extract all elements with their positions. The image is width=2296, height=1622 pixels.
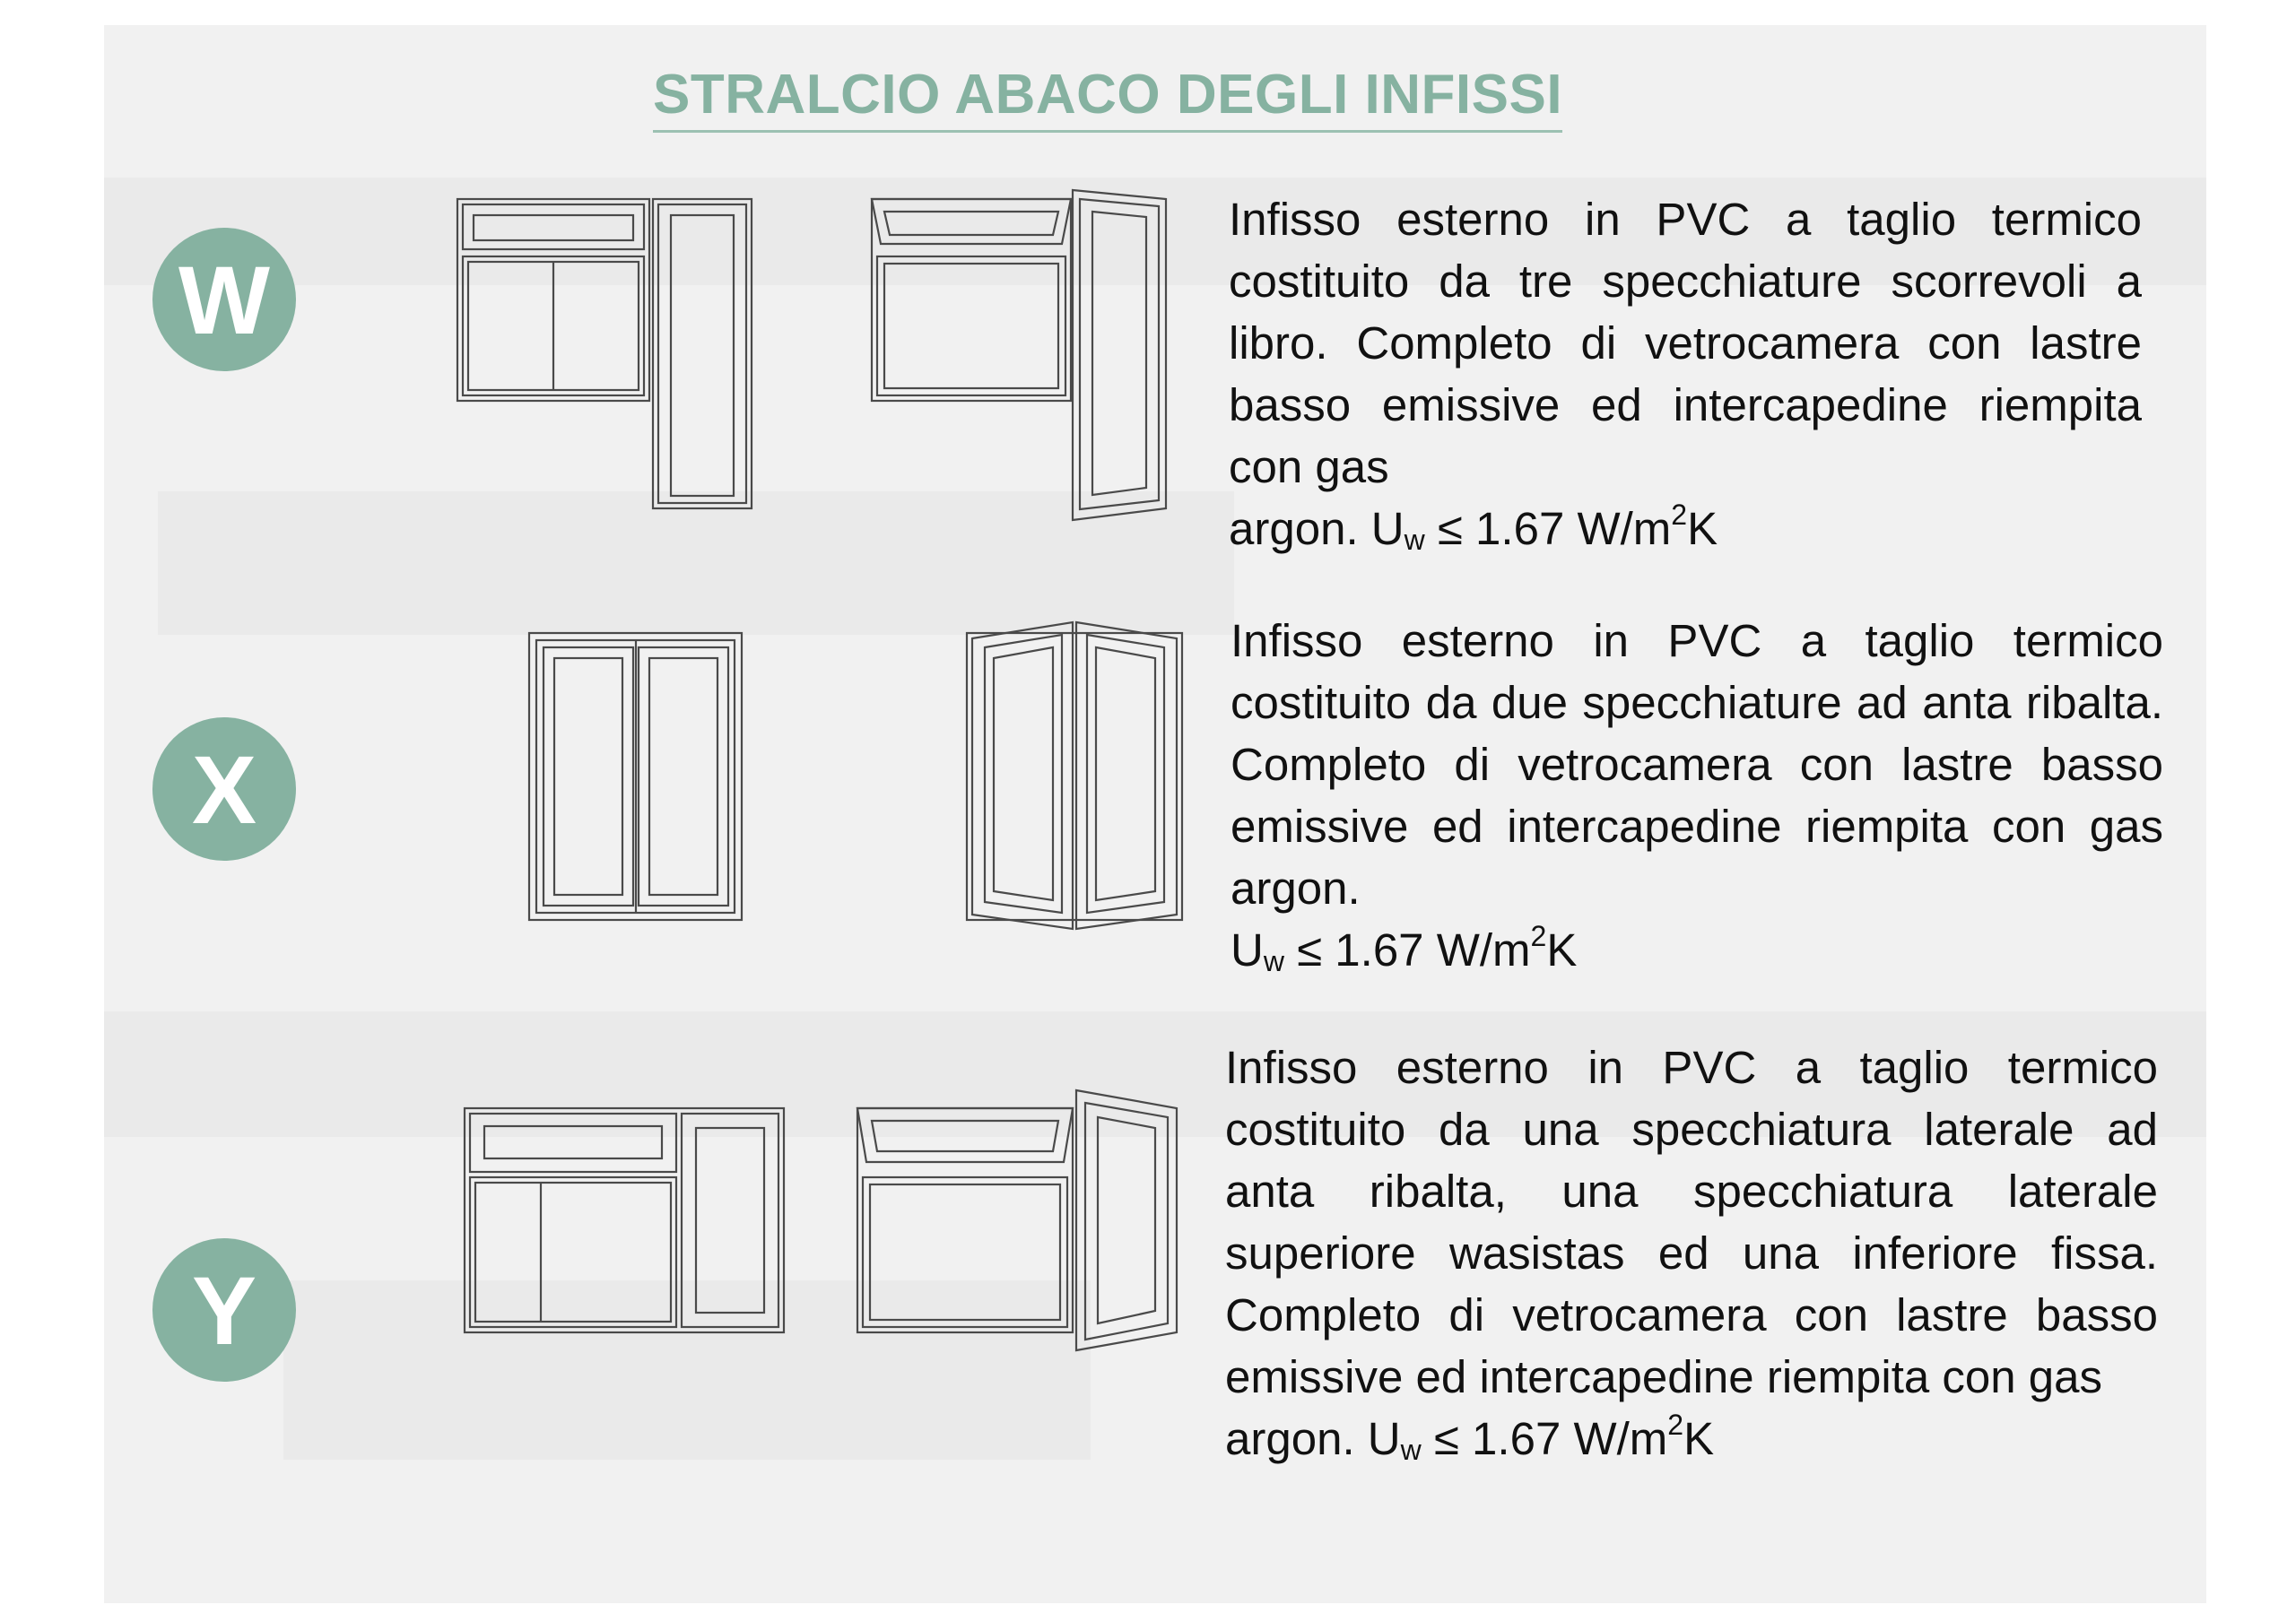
description-w bbox=[1229, 188, 2142, 559]
page-title: STRALCIO ABACO DEGLI INFISSI bbox=[653, 63, 1562, 133]
thermal-value-y: argon. $U_w \le 1.67$ $W/m^2K$ bbox=[1225, 1409, 1715, 1466]
badge-x: X bbox=[152, 717, 296, 861]
description-y bbox=[1225, 1037, 2158, 1470]
thermal-value-x: $U_w \le 1.67$ $W/m^2K$ bbox=[1231, 920, 1578, 977]
description-w-text: Infisso esterno in PVC a taglio termico costituito da tre specchiature scorrevoli a libro. Completo di vetrocamera con lastre basso emissive ed intercapedine riempita con gas bbox=[1229, 194, 2142, 492]
badge-w: W bbox=[152, 228, 296, 371]
background-photo-band bbox=[158, 491, 1234, 635]
description-x-text: Infisso esterno in PVC a taglio termico costituito da due specchiature ad anta ribalta. Completo di vetrocamera con lastre basso emissive ed intercapedine riempita con gas argon. bbox=[1231, 615, 2163, 914]
badge-y: Y bbox=[152, 1238, 296, 1382]
description-x bbox=[1231, 610, 2163, 981]
background-photo-band bbox=[283, 1280, 1091, 1460]
description-y-text: Infisso esterno in PVC a taglio termico costituito da una specchiatura laterale ad anta ribalta, una specchiatura laterale superiore wasistas ed una inferiore fissa. Completo di vetrocamera con lastre basso emissive ed intercapedine riempita con gas bbox=[1225, 1042, 2158, 1402]
thermal-value-w: argon. $U_w \le 1.67$ $W/m^2K$ bbox=[1229, 499, 1718, 556]
